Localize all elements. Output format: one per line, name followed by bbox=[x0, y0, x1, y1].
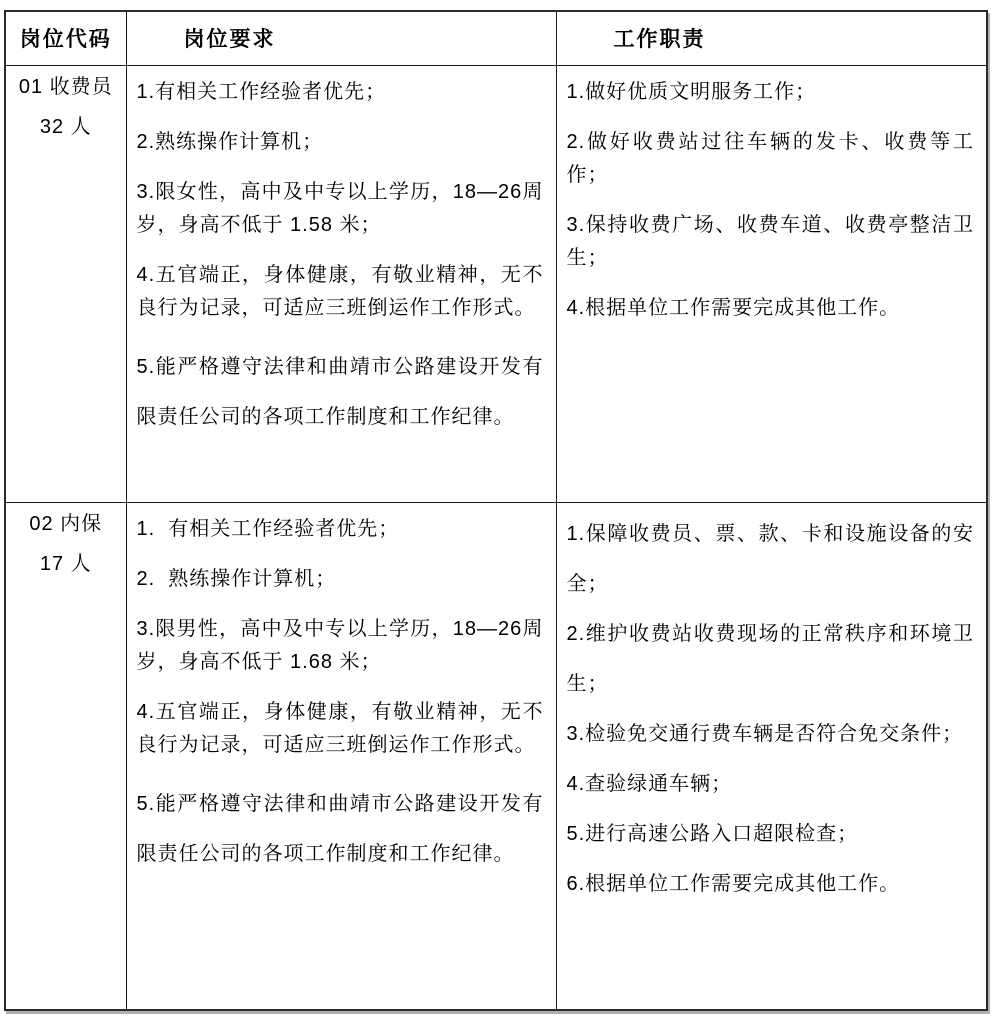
position-code-cell-01 bbox=[5, 65, 126, 502]
requirements-cell-02 bbox=[126, 502, 556, 1010]
job-positions-table bbox=[4, 10, 988, 1011]
duty-item: 6.根据单位工作需要完成其他工作。 bbox=[566, 872, 901, 895]
duty-item: 2.维护收费站收费现场的正常秩序和环境卫生； bbox=[566, 622, 974, 695]
requirement-item: 1. 有相关工作经验者优先； bbox=[136, 517, 400, 540]
requirement-item: 5.能严格遵守法律和曲靖市公路建设开发有限责任公司的各项工作制度和工作纪律。 bbox=[136, 792, 544, 865]
requirement-item: 4.五官端正，身体健康，有敬业精神，无不良行为记录，可适应三班倒运作工作形式。 bbox=[136, 263, 544, 319]
column-header-requirements: 岗位要求 bbox=[126, 11, 556, 65]
duty-item: 3.保持收费广场、收费车道、收费亭整洁卫生； bbox=[566, 213, 974, 269]
requirement-item: 3.限男性，高中及中专以上学历，18—26周岁，身高不低于 1.68 米； bbox=[136, 617, 544, 673]
position-code-cell-02 bbox=[5, 502, 126, 1010]
duty-item: 2.做好收费站过往车辆的发卡、收费等工作； bbox=[566, 130, 974, 186]
requirement-item: 5.能严格遵守法律和曲靖市公路建设开发有限责任公司的各项工作制度和工作纪律。 bbox=[136, 355, 544, 428]
requirements-cell-01 bbox=[126, 65, 556, 502]
duty-item: 1.做好优质文明服务工作； bbox=[566, 80, 817, 103]
position-code-title: 01 收费员 bbox=[18, 75, 113, 98]
requirement-item: 2. 熟练操作计算机； bbox=[136, 567, 337, 590]
table-header-row bbox=[5, 11, 987, 65]
duty-item: 3.检验免交通行费车辆是否符合免交条件； bbox=[566, 722, 964, 745]
job-table-container bbox=[4, 10, 988, 1011]
requirement-item: 3.限女性，高中及中专以上学历，18—26周岁，身高不低于 1.58 米； bbox=[136, 180, 544, 236]
column-header-position-code: 岗位代码 bbox=[5, 11, 126, 65]
table-row-position-02 bbox=[5, 502, 987, 1010]
duty-item: 4.查验绿通车辆； bbox=[566, 772, 733, 795]
requirement-item: 4.五官端正，身体健康，有敬业精神，无不良行为记录，可适应三班倒运作工作形式。 bbox=[136, 700, 544, 756]
position-code-title: 02 内保 bbox=[29, 512, 103, 535]
duties-cell-01 bbox=[556, 65, 987, 502]
duty-item: 5.进行高速公路入口超限检查； bbox=[566, 822, 859, 845]
duties-cell-02 bbox=[556, 502, 987, 1010]
column-header-duties: 工作职责 bbox=[556, 11, 987, 65]
table-row-position-01 bbox=[5, 65, 987, 502]
duty-item: 4.根据单位工作需要完成其他工作。 bbox=[566, 296, 901, 319]
requirement-item: 2.熟练操作计算机； bbox=[136, 130, 324, 153]
requirement-item: 1.有相关工作经验者优先； bbox=[136, 80, 387, 103]
position-headcount: 17 人 bbox=[39, 552, 92, 575]
position-headcount: 32 人 bbox=[39, 115, 92, 138]
duty-item: 1.保障收费员、票、款、卡和设施设备的安全； bbox=[566, 522, 974, 595]
